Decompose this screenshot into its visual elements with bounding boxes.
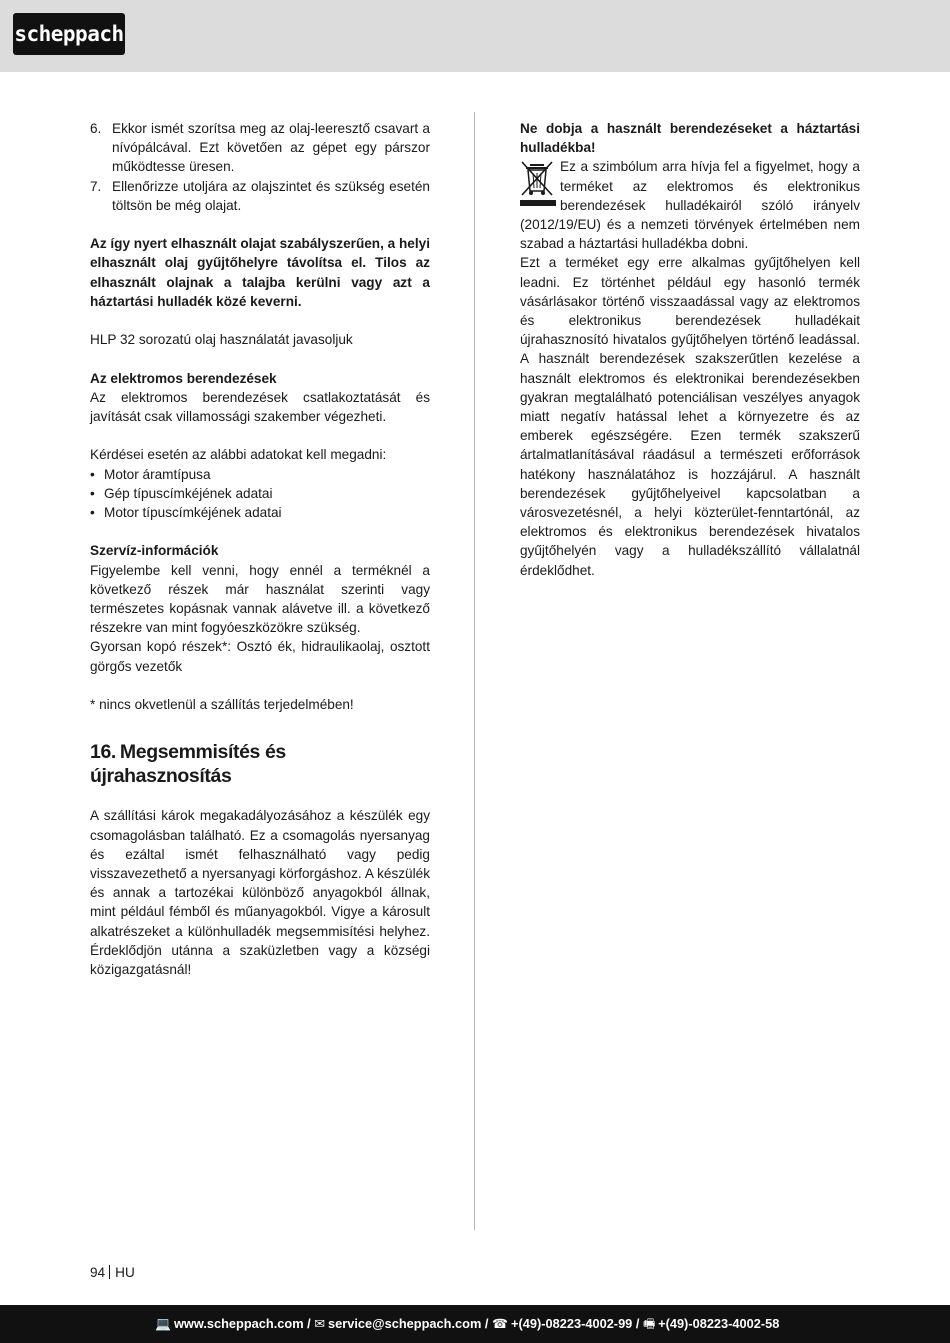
wear-parts-text: Gyorsan kopó részek*: Osztó ék, hidraulikaolaj, osztott görgős vezetők (90, 639, 430, 674)
website-link[interactable]: www.scheppach.com (173, 1316, 304, 1331)
page-separator (109, 1265, 110, 1279)
section-title: Megsemmisítés és újrahasznosítás (90, 741, 286, 788)
column-divider (474, 112, 475, 1230)
electrical-heading: Az elektromos berendezések (90, 370, 277, 386)
weee-body: Ezt a terméket egy erre alkalmas gyűjtőhelyen kell leadni. Ez történhet például egy hasonló termék vásárlásakor történő visszaadással vagy az elektromos és elektronikus berendezések hulladékait újrahasznosító hivatalos gyűjtőhelyen történő leadással. A használt berendezések szakszerűtlen kezelése a használt elektromos és elektronikai berendezésekben gyakran megtalálható potenciálisan veszélyes anyagok miatt negatív hatással lehet a környezetre és az emberek egészségére. Ezen termék szakszerű ártalmatlanításával ráadásul a természeti erőforrások hatékony használatához is hozzájárul. A használt berendezések gyűjtőhelyeivel kapcsolatban a városvezetésnél, a helyi közterület-fenntartónál, az elektromos és elektronikus berendezések hivatalos gyűjtőhelyén vagy a hulladékszállító vállalatnál érdeklődhet. (520, 255, 860, 578)
section-heading (90, 740, 430, 788)
questions-list (90, 465, 430, 523)
list-item (90, 119, 430, 177)
right-column (520, 119, 860, 580)
weee-heading: Ne dobja a használt berendezéseket a háztartási hulladékba! (520, 121, 860, 156)
phone-number: +(49)-08223-4002-99 (511, 1316, 633, 1331)
language-code: HU (115, 1265, 135, 1280)
weee-text: Ez a szimbólum arra hívja fel a figyelmet, hogy a terméket az elektromos és elektronikus berendezések hulladékairól szóló irányelv (2012/19/EU) és a nemzeti törvények értelmében nem szabad a háztartási hulladékba dobni. (520, 159, 860, 252)
scheppach-logo: scheppach (13, 13, 125, 55)
computer-icon: 💻 (155, 1316, 171, 1331)
page-number: 94 (90, 1265, 106, 1280)
step-text: Ellenőrizze utoljára az olajszintet és szükség esetén töltsön be még olajat. (112, 178, 430, 213)
service-heading: Szervíz-információk (90, 543, 219, 559)
footer-separator: / (484, 1316, 489, 1331)
questions-intro: Kérdései esetén az alábbi adatokat kell megadni: (90, 447, 387, 463)
footer-contact (155, 1315, 779, 1333)
header-band (0, 0, 950, 72)
list-item: • Motor típuscímkéjének adatai (90, 503, 430, 522)
list-item (90, 177, 430, 215)
service-text: Figyelembe kell venni, hogy ennél a terméknél a következő részek már használat szerinti vagy természetes kopásnak vannak alávetve ill. a következő részekre van mint fogyóeszközökre szükség. (90, 562, 430, 636)
list-item: • Motor áramtípusa (90, 465, 430, 484)
email-link[interactable]: service@scheppach.com (328, 1316, 482, 1331)
mail-icon: ✉ (314, 1316, 326, 1331)
footer-separator: / (635, 1316, 640, 1331)
section-number: 16. (90, 741, 116, 764)
fax-icon: 🖷 (643, 1316, 656, 1331)
oil-recommendation: HLP 32 sorozatú olaj használatát javasoljuk (90, 332, 353, 348)
used-oil-warning: Az így nyert elhasznált olajat szabályszerűen, a helyi elhasznált olaj gyűjtőhelyre távolítsa el. Tilos az elhasznált olajnak a talajba kerülni vagy azt a háztartási hulladék közé keverni. (90, 236, 430, 309)
left-column (90, 119, 430, 979)
step-text: Ekkor ismét szorítsa meg az olaj-leeresztő csavart a nívópálcával. Ezt követően az gépet egy párszor működtesse üresen. (112, 121, 430, 175)
weee-notice (520, 157, 860, 253)
crossed-out-bin-icon (520, 159, 556, 207)
electrical-text: Az elektromos berendezések csatlakoztatását és javítását csak villamossági szakember végezheti. (90, 389, 430, 424)
step-number: 6. (90, 121, 102, 136)
footer-bar (0, 1305, 950, 1343)
page-footer-number (90, 1264, 135, 1282)
footer-separator: / (307, 1316, 311, 1331)
step-number: 7. (90, 178, 102, 194)
footnote: * nincs okvetlenül a szállítás terjedelmében! (90, 697, 354, 712)
list-item: • Gép típuscímkéjének adatai (90, 484, 430, 503)
fax-number: +(49)-08223-4002-58 (658, 1316, 780, 1331)
oil-change-steps (90, 119, 430, 215)
phone-icon: ☎ (492, 1316, 508, 1331)
disposal-text: A szállítási károk megakadályozásához a készülék egy csomagolásban található. Ez a csomagolás nyersanyag és ezáltal ismét felhasználható vagy pedig visszavezethető a nyersanyagi körforgáshoz. A készülék és annak a tartozékai különböző anyagokból állnak, mint például fémből és műanyagokból. Vigye a károsult alkatrészeket a különhulladék megsemmisítési helyhez. Érdeklődjön utánna a szaküzletben vagy a községi közigazgatásnál! (90, 808, 430, 978)
